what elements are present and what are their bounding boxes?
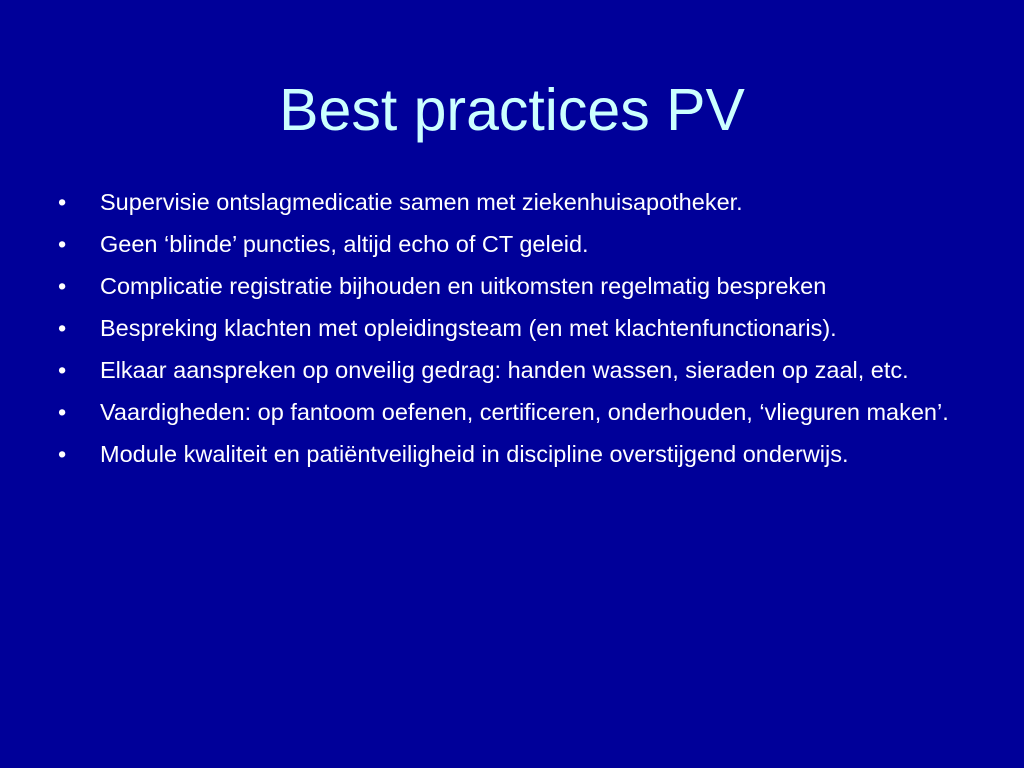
bullet-marker: • xyxy=(58,441,67,467)
bullet-marker: • xyxy=(58,399,67,425)
bullet-item-klachten xyxy=(58,311,978,346)
bullet-text: Complicatie registratie bijhouden en uitkomsten regelmatig bespreken xyxy=(100,273,827,299)
bullet-item-puncties xyxy=(58,227,978,262)
bullet-marker: • xyxy=(58,357,67,383)
bullet-text: Elkaar aanspreken op onveilig gedrag: handen wassen, sieraden op zaal, etc. xyxy=(100,357,909,383)
bullet-item-vaardigheden xyxy=(58,395,978,430)
bullet-item-supervisie xyxy=(58,185,978,220)
slide-title: Best practices PV xyxy=(279,77,745,143)
bullet-marker: • xyxy=(58,189,67,215)
bullet-marker: • xyxy=(58,315,67,341)
bullet-marker: • xyxy=(58,273,67,299)
bullet-item-complicatie xyxy=(58,269,978,304)
bullet-text: Bespreking klachten met opleidingsteam (en met klachtenfunctionaris). xyxy=(100,315,837,341)
bullet-marker: • xyxy=(58,231,67,257)
bullet-text: Supervisie ontslagmedicatie samen met ziekenhuisapotheker. xyxy=(100,189,743,215)
bullet-item-aanspreken xyxy=(58,353,978,388)
bullet-text: Geen ‘blinde’ puncties, altijd echo of CT geleid. xyxy=(100,231,589,257)
bullet-text: Module kwaliteit en patiëntveiligheid in discipline overstijgend onderwijs. xyxy=(100,441,849,467)
bullet-list xyxy=(58,185,978,479)
bullet-item-module xyxy=(58,437,978,472)
bullet-text: Vaardigheden: op fantoom oefenen, certificeren, onderhouden, ‘vlieguren maken’. xyxy=(100,399,949,425)
